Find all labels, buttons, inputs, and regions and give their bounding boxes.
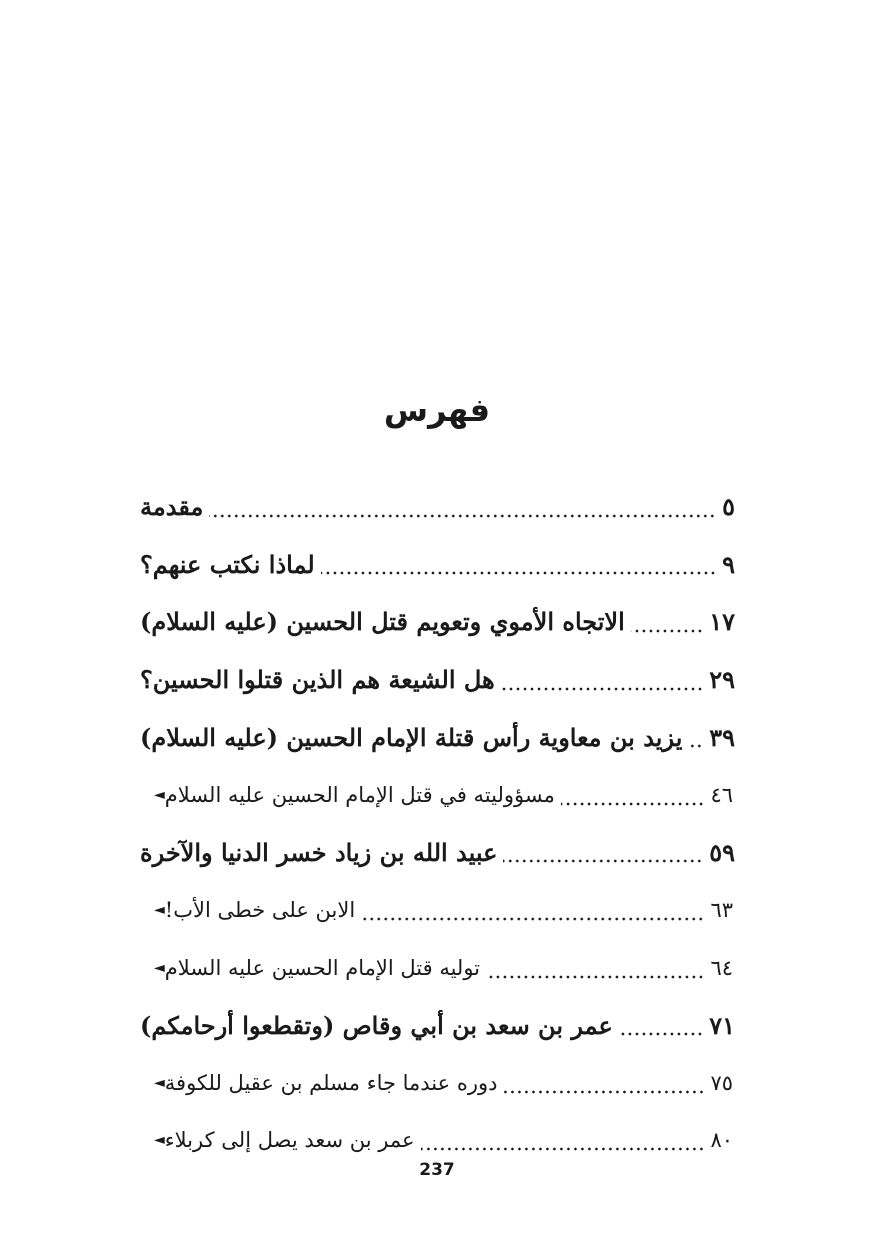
toc-subentry	[140, 939, 735, 997]
entry-title: عبيد الله بن زياد خسر الدنيا والآخرة	[140, 837, 498, 867]
entry-title: هل الشيعة هم الذين قتلوا الحسين؟	[140, 665, 495, 695]
toc-entry	[140, 478, 735, 536]
entry-page-number: ٦٣	[710, 897, 733, 922]
page-title: فهرس	[383, 391, 491, 429]
entry-title: دوره عندما جاء مسلم بن عقيل للكوفة	[164, 1070, 498, 1095]
entry-title: الاتجاه الأموي وتعويم قتل الحسين (عليه السلام)	[140, 607, 625, 637]
bullet-arrow-icon: ◄	[154, 1074, 165, 1091]
dot-leader	[561, 802, 705, 806]
entry-page-number: ٧١	[709, 1010, 735, 1040]
entry-title: لماذا نكتب عنهم؟	[140, 549, 315, 579]
toc-subentry	[140, 766, 735, 824]
toc-entry	[140, 593, 735, 651]
toc-entry	[140, 824, 735, 882]
dot-leader	[421, 1147, 705, 1151]
entry-title: عمر بن سعد يصل إلى كربلاء	[164, 1128, 415, 1153]
entry-page-number: ٥	[722, 492, 735, 522]
entry-page-number: ٤٦	[710, 782, 733, 807]
entry-title: مسؤوليته في قتل الإمام الحسين عليه السلام	[164, 782, 555, 807]
table-of-contents	[140, 478, 735, 1169]
entry-page-number: ٧٥	[710, 1070, 733, 1095]
toc-subentry	[140, 881, 735, 939]
dot-leader	[321, 571, 716, 575]
dot-leader	[209, 514, 716, 518]
entry-title: الابن على خطى الأب!	[164, 897, 356, 922]
entry-page-number: ٢٩	[709, 665, 735, 695]
bullet-arrow-icon: ◄	[154, 786, 165, 803]
entry-title: يزيد بن معاوية رأس قتلة الإمام الحسين (عليه السلام)	[140, 722, 683, 752]
bullet-arrow-icon: ◄	[154, 959, 165, 976]
toc-entry	[140, 651, 735, 709]
dot-leader	[631, 629, 703, 633]
dot-leader	[619, 1032, 703, 1036]
dot-leader	[503, 859, 703, 863]
entry-title: توليه قتل الإمام الحسين عليه السلام	[164, 955, 481, 980]
toc-entry	[140, 996, 735, 1054]
toc-entry	[140, 708, 735, 766]
dot-leader	[361, 917, 704, 921]
entry-page-number: ٦٤	[710, 955, 733, 980]
entry-page-number: ٨٠	[710, 1128, 733, 1153]
dot-leader	[504, 1090, 705, 1094]
dot-leader	[688, 744, 703, 748]
entry-page-number: ٥٩	[709, 837, 735, 867]
entry-title: مقدمة	[140, 492, 204, 522]
toc-subentry	[140, 1054, 735, 1112]
page-number: 237	[419, 1160, 455, 1180]
entry-page-number: ٣٩	[709, 722, 735, 752]
entry-title: عمر بن سعد بن أبي وقاص (وتقطعوا أرحامكم)	[140, 1010, 613, 1040]
bullet-arrow-icon: ◄	[154, 1132, 165, 1149]
bullet-arrow-icon: ◄	[154, 901, 165, 918]
entry-page-number: ١٧	[709, 607, 735, 637]
toc-entry	[140, 536, 735, 594]
entry-page-number: ٩	[722, 549, 735, 579]
dot-leader	[501, 687, 704, 691]
dot-leader	[486, 975, 704, 979]
